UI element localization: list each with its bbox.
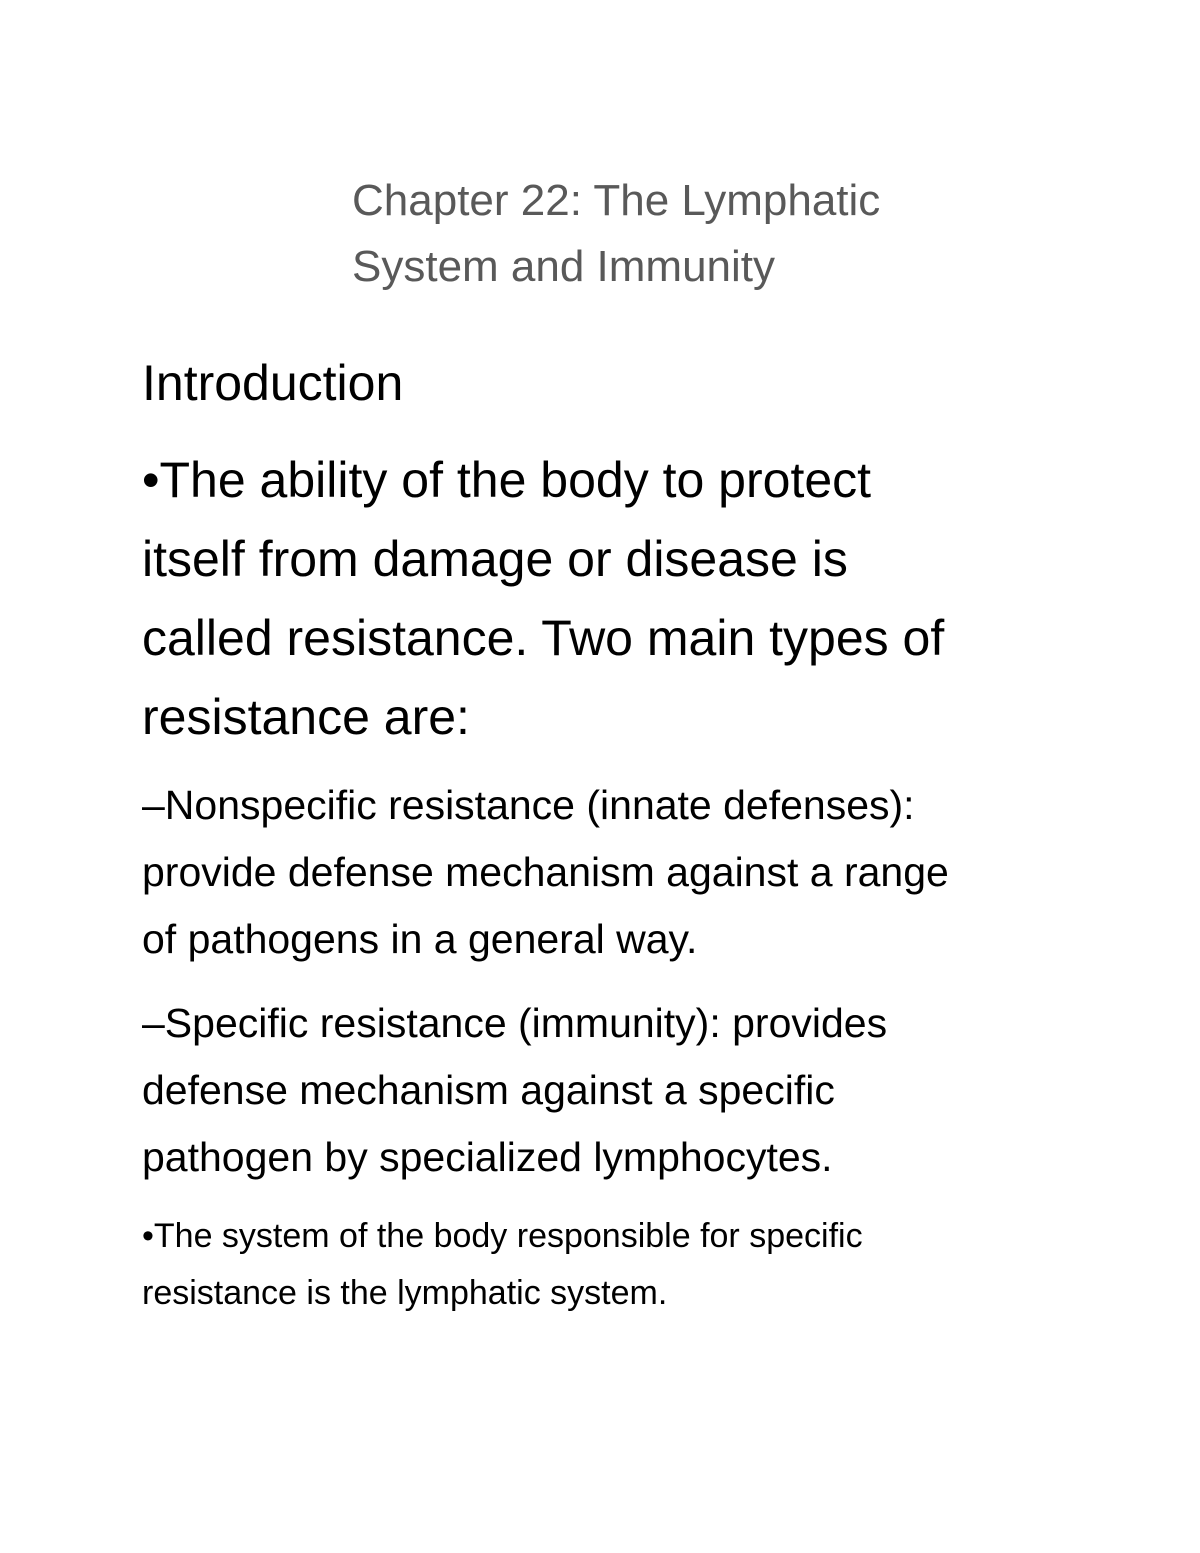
- page-title: [352, 168, 1052, 300]
- sub-bullet-1-line-1: –Nonspecific resistance (innate defenses):: [142, 782, 915, 828]
- bullet-2-line-1: •The system of the body responsible for specific: [142, 1217, 863, 1255]
- sub-bullet-1-line-2: provide defense mechanism against a range: [142, 849, 949, 895]
- section-heading: Introduction: [142, 355, 404, 411]
- sub-bullet-2-line-2: defense mechanism against a specific: [142, 1067, 835, 1113]
- bullet-1-line-1: •The ability of the body to protect: [142, 452, 872, 508]
- sub-bullet-2-line-3: pathogen by specialized lymphocytes.: [142, 1134, 833, 1180]
- bullet-1-line-3: called resistance. Two main types of: [142, 610, 945, 666]
- sub-bullet-1-line-3: of pathogens in a general way.: [142, 916, 698, 962]
- bullet-2-line-2: resistance is the lymphatic system.: [142, 1274, 668, 1312]
- sub-bullet-2-line-1: –Specific resistance (immunity): provides: [142, 1000, 888, 1046]
- page-title-line-1: Chapter 22: The Lymphatic: [352, 176, 881, 225]
- page-title-line-2: System and Immunity: [352, 242, 776, 291]
- bullet-1-line-2: itself from damage or disease is: [142, 531, 848, 587]
- bullet-1-line-4: resistance are:: [142, 689, 470, 745]
